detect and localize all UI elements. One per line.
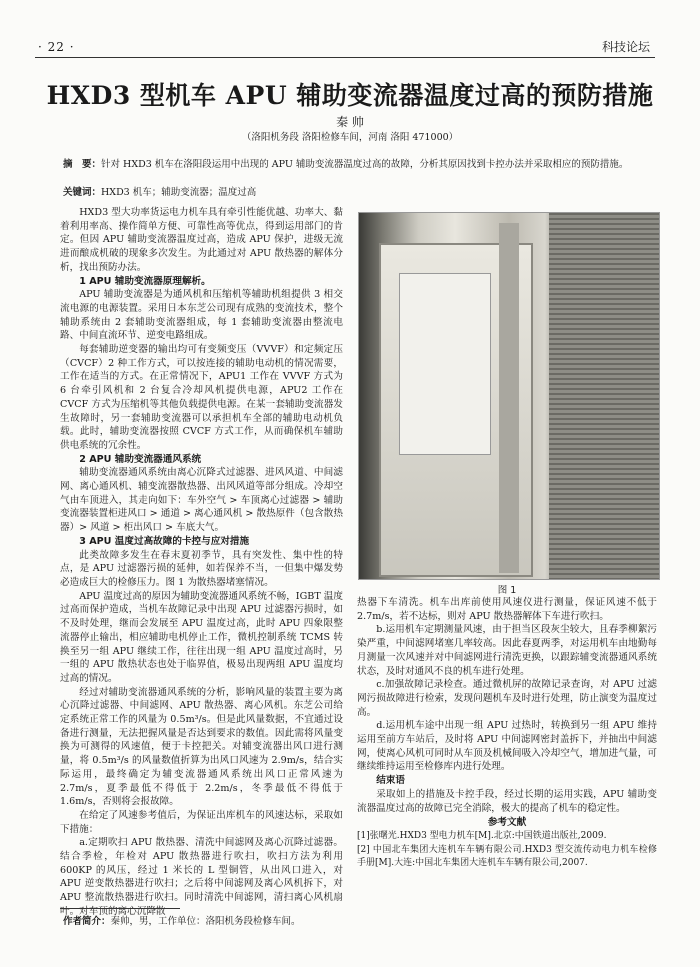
paragraph: d.运用机车途中出现一组 APU 过热时，转换到另一组 APU 维持运用至前方车站后，及时将 APU 中间滤网密封盖拆下，并抽出中间滤网，使离心风机可同时从车顶及机械间吸入冷却空气，增加进气量，可继续维持运用至检修库内进行处理。 <box>357 720 657 773</box>
paragraph: APU 温度过高的原因为辅助变流器通风系统不畅，IGBT 温度过高而保护造成，当机车故障记录中出现 APU 过滤器污损时，如不及时处理，继而会发展至 APU 温度过高，此时 APU 四象限整流器停止输出，相应辅助电机停止工作，微机控制系统 TCMS 转换至另一组 APU 继续工作，往往出现一组 APU 温度过高时，另一组的 APU 散热状态也处于临界值，极易出现两组 APU 温度均过高的情况。 <box>60 590 343 684</box>
paragraph-continued: 热器下车清洗。机车出库前使用风速仪进行测量，保证风速不低于 2.7m/s，若不达标，则对 APU 散热器解体下车进行吹扫。 <box>357 597 657 622</box>
section-heading-1: 1 APU 辅助变流器原理解析。 <box>79 275 211 287</box>
abstract-text: 针对 HXD3 机车在洛阳段运用中出现的 APU 辅助变流器温度过高的故障，分析其原因找到卡控办法并采取相应的预防措施。 <box>101 159 629 170</box>
abstract <box>35 157 660 173</box>
article-title: HXD3 型机车 APU 辅助变流器温度过高的预防措施 <box>46 81 654 110</box>
page-number: · 22 · <box>38 40 75 54</box>
conclusion-heading: 结束语 <box>376 775 405 787</box>
footnote-rule <box>60 908 180 909</box>
abstract-label: 摘 要： <box>63 159 102 170</box>
author: 秦 帅 <box>336 115 364 129</box>
keywords-label: 关键词： <box>63 187 102 198</box>
author-bio <box>63 913 301 927</box>
header-rule <box>35 57 655 58</box>
paragraph: 此类故障多发生在春末夏初季节，具有突发性、集中性的特点，是 APU 过滤器污损的延伸，如若保养不当，一但集中爆发势必造成巨大的检修压力。图 1 为散热器堵塞情况。 <box>60 549 343 588</box>
left-column <box>60 206 343 919</box>
paragraph: 每套辅助逆变器的输出均可有变频变压（VVVF）和定频定压（CVCF）2 种工作方式，可以按连接的辅助电动机的情况需要，工作在适当的方式。在正常情况下，APU1 工作在 VVVF 方式为 6 台牵引风机和 2 台复合冷却风机提供电源，APU2 工作在 CVCF 方式为压缩机等其他负载提供电源。在某一套辅助变流器发生故障时，另一套辅助变流器可以承担机车全部的辅助电动机负载。此时，辅助变流器按照 CVCF 方式工作，从而确保机车辅助供电系统的冗余性。 <box>60 344 343 451</box>
photo-clogged-radiator <box>549 213 659 579</box>
keywords <box>63 184 256 198</box>
reference-item: [2] 中国北车集团大连机车车辆有限公司.HXD3 型交流传动电力机车检修手册[M].大连:中国北车集团大连机车车辆有限公司,2007. <box>357 844 657 869</box>
author-bio-label: 作者简介： <box>63 916 111 927</box>
paragraph: c.加强故障记录检查。通过微机屏的故障记录查询，对 APU 过滤网污损故障进行检索，发现问题机车及时进行处理，防止演变为温度过高。 <box>357 679 657 718</box>
journal-section: 科技论坛 <box>601 40 650 54</box>
paragraph: APU 辅助变流器是为通风机和压缩机等辅助机组提供 3 相交流电源的电源装置。采用日本东芝公司现有成熟的变流技术，整个辅助系统由 2 套辅助变流器组成，每 1 套辅助变流器由整流电路、中间直流环节、逆变电路组成。 <box>60 289 343 342</box>
paragraph: 经过对辅助变流器通风系统的分析，影响风量的装置主要为离心沉降过滤器、中间滤网、APU 散热器、离心风机。东芝公司给定系统正常工作的风量为 0.5m³/s。但是此风量数据，不宜通过设备进行测量，无法把握风量是否达到要求的数值。因此需将风量变换为可测得的风速值，便于卡控把关。对辅变流器出风口进行测量，将 0.5m³/s 的风量数值折算为出风口风速为 2.9m/s，结合实际运用，最终确定为辅变流器通风系统出风口正常风速为 2.7m/s，夏季最低不得低于 2.2m/s，冬季最低不得低于 1.6m/s，否则将会报故障。 <box>60 686 343 808</box>
paragraph: 辅助变流器通风系统由离心沉降式过滤器、进风风道、中间滤网、离心通风机、辅变流器散热器、出风风道等部分组成。冷却空气由车顶进入，其走向如下：车外空气 > 车顶离心过滤器 > 辅助变流器装置柜进风口 > 通道 > 离心通风机 > 散热原件（包含散热器）> 风道 > 柜出风口 > 车底大气。 <box>60 467 343 534</box>
right-column <box>357 596 657 871</box>
reference-item: [1]张曙光.HXD3 型电力机车[M].北京:中国铁道出版社,2009. <box>357 830 607 841</box>
keywords-text: HXD3 机车；辅助变流器；温度过高 <box>101 187 257 198</box>
intro-paragraph: HXD3 型大功率货运电力机车具有牵引性能优越、功率大、黏着利用率高、操作简单方便、可靠性高等优点，得到运用部门的肯定。但因 APU 辅助变流器温度过高，造成 APU 保护，进级无流进而酿成机破的现象多次发生。为此通过对 APU 散热器的解体分析，找出预防办法。 <box>60 207 343 273</box>
affiliation: （洛阳机务段 洛阳检修车间，河南 洛阳 471000） <box>241 132 459 143</box>
references-heading: 参考文献 <box>487 817 527 829</box>
author-bio-text: 秦帅，男，工作单位：洛阳机务段检修车间。 <box>110 916 301 927</box>
conclusion-paragraph: 采取如上的措施及卡控手段，经过长期的运用实践，APU 辅助变流器温度过高的故障已完全消除，极大的提高了机车的稳定性。 <box>357 788 657 814</box>
paragraph: 在给定了风速参考值后，为保证出库机车的风速达标，采取如下措施： <box>60 809 343 835</box>
paragraph: b.运用机车定期测量风速，由于担当区段灰尘较大，且春季柳絮污染严重，中间滤网堵塞几率较高。因此春夏两季，对运用机车由地勤每月测量一次风速并对中间滤网进行清洗更换，以跟踪辅变流器通风系统状态，及时对通风不良的机车进行处理。 <box>357 624 657 677</box>
figure-caption: 图 1 <box>497 585 517 596</box>
section-heading-2: 2 APU 辅助变流器通风系统 <box>79 453 202 465</box>
photo-fan-module <box>399 273 491 455</box>
paragraph: a.定期吹扫 APU 散热器、清洗中间滤网及离心沉降过滤器。结合季检，年检对 APU 散热器进行吹扫，吹扫方法为利用 600KP 的风压，经过 1 米长的 L 型铜管，从出风口进入，对 APU 逆变散热器进行吹扫；之后将中间滤网及离心风机拆下，对 APU 整流散热器进行吹扫。同时清洗中间滤网，清扫离心风机扇叶。对车顶的离心沉降散 <box>60 837 343 917</box>
photo-frame-bar <box>499 223 519 573</box>
figure-1-photo <box>358 212 660 580</box>
section-heading-3: 3 APU 温度过高故障的卡控与应对措施 <box>79 535 250 547</box>
